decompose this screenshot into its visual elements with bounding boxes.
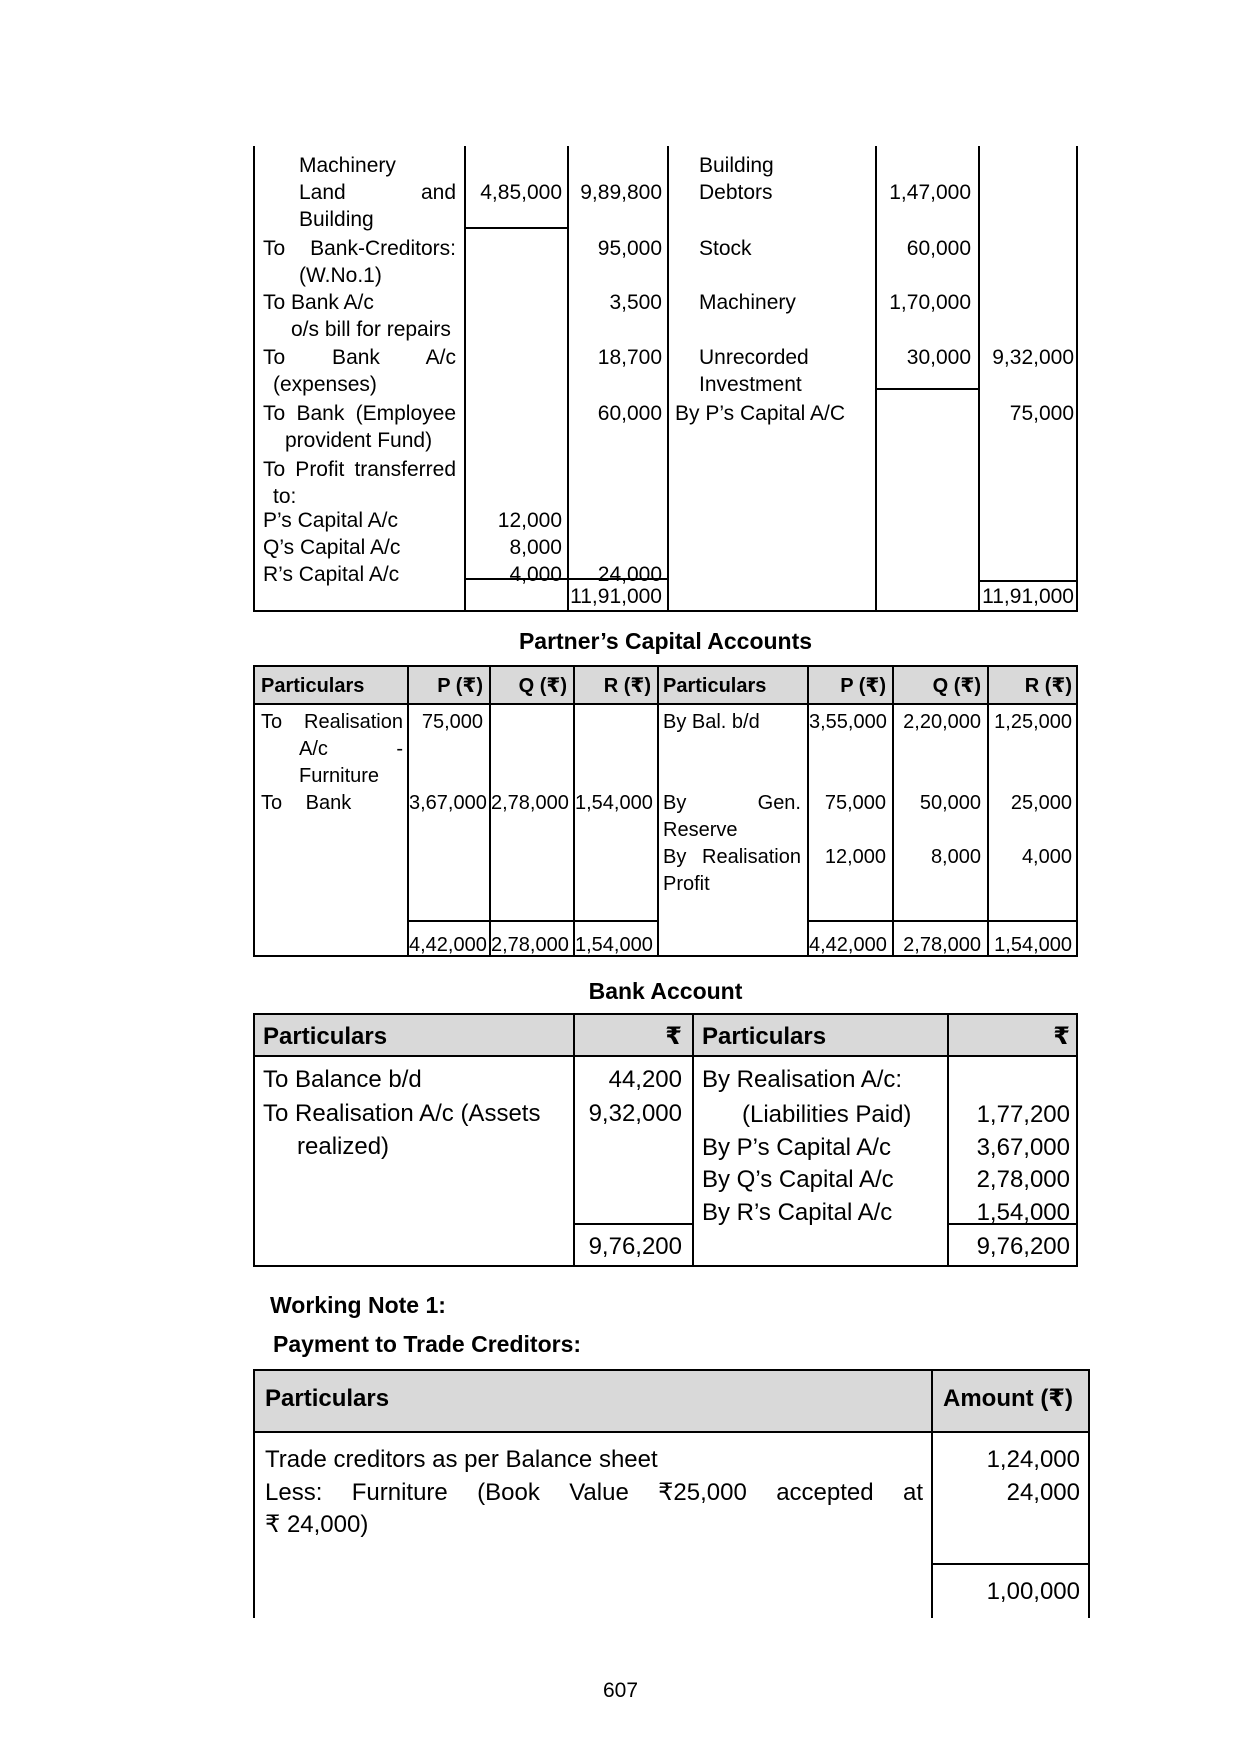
payment-trade-creditors-heading: Payment to Trade Creditors: bbox=[273, 1331, 582, 1357]
bank-account-table bbox=[253, 1013, 1078, 1267]
realisation-divider-4 bbox=[875, 146, 877, 610]
realisation-item: Debtors bbox=[699, 181, 773, 204]
realisation-subamount: 1,47,000 bbox=[889, 181, 971, 204]
partners-amount: 8,000 bbox=[930, 846, 981, 868]
partners-capital-title: Partner’s Capital Accounts bbox=[518, 628, 813, 654]
bank-rule-total-left bbox=[573, 1223, 694, 1225]
partners-amount: 75,000 bbox=[824, 792, 886, 814]
partners-total: 2,78,000 bbox=[903, 934, 981, 956]
realisation-item: (expenses) bbox=[273, 373, 377, 396]
partners-amount: 12,000 bbox=[824, 846, 886, 868]
realisation-amount: 24,000 bbox=[597, 563, 662, 586]
realisation-item: (W.No.1) bbox=[299, 264, 382, 287]
partners-total: 2,78,000 bbox=[491, 934, 569, 956]
realisation-item: to: bbox=[273, 485, 297, 508]
realisation-total-right: 11,91,000 bbox=[982, 585, 1074, 608]
realisation-subamount: 12,000 bbox=[497, 509, 562, 532]
partners-entry: Profit bbox=[663, 873, 710, 895]
partners-amount: 1,25,000 bbox=[994, 711, 1072, 733]
working-note-amount: 24,000 bbox=[1006, 1479, 1080, 1506]
working-note-entry: Less: Furniture (Book Value ₹25,000 accepted at bbox=[265, 1479, 923, 1506]
partners-total: 4,42,000 bbox=[809, 934, 887, 956]
realisation-item: To Profit transferred bbox=[263, 458, 456, 481]
realisation-amount: 18,700 bbox=[597, 346, 662, 369]
realisation-divider-5 bbox=[978, 146, 980, 610]
bank-header-rupee-right: ₹ bbox=[1053, 1023, 1070, 1050]
realisation-item: P’s Capital A/c bbox=[263, 509, 399, 532]
bank-account-title: Bank Account bbox=[588, 978, 743, 1004]
bank-amount: 1,77,200 bbox=[976, 1101, 1070, 1128]
partners-header-particulars-right: Particulars bbox=[663, 675, 767, 697]
partners-amount: 75,000 bbox=[421, 711, 483, 733]
bank-amount: 2,78,000 bbox=[976, 1166, 1070, 1193]
partners-capital-table bbox=[253, 665, 1078, 957]
realisation-subamount: 4,000 bbox=[509, 563, 562, 586]
bank-entry: By P’s Capital A/c bbox=[702, 1134, 891, 1161]
realisation-divider-2 bbox=[567, 146, 569, 610]
realisation-amount: 95,000 bbox=[597, 237, 662, 260]
realisation-subamount: 4,85,000 bbox=[480, 181, 562, 204]
partners-rule-total-left bbox=[407, 920, 659, 922]
partners-header-r-left: R (₹) bbox=[603, 675, 651, 697]
bank-entry: By Realisation A/c: bbox=[702, 1066, 903, 1093]
working-note-rule-total bbox=[931, 1563, 1088, 1565]
partners-header-q-left: Q (₹) bbox=[518, 675, 567, 697]
realisation-subamount: 60,000 bbox=[906, 237, 971, 260]
bank-header-particulars-left: Particulars bbox=[263, 1023, 388, 1050]
working-note-header-amount: Amount (₹) bbox=[943, 1385, 1073, 1412]
realisation-item: Building bbox=[699, 154, 774, 177]
partners-entry: Reserve bbox=[663, 819, 738, 841]
bank-header-rule bbox=[255, 1055, 1076, 1057]
working-note-header-particulars: Particulars bbox=[265, 1385, 390, 1412]
partners-amount: 3,67,000 bbox=[409, 792, 487, 814]
realisation-item: o/s bill for repairs bbox=[291, 318, 451, 341]
working-note-entry: Trade creditors as per Balance sheet bbox=[265, 1446, 658, 1473]
partners-header-q-right: Q (₹) bbox=[932, 675, 981, 697]
partners-entry: By Realisation bbox=[663, 846, 801, 868]
partners-header-p-right: P (₹) bbox=[840, 675, 886, 697]
partners-header-r-right: R (₹) bbox=[1024, 675, 1072, 697]
realisation-item: Machinery bbox=[699, 291, 796, 314]
bank-entry: To Balance b/d bbox=[263, 1066, 422, 1093]
realisation-subamount: 1,70,000 bbox=[889, 291, 971, 314]
realisation-amount: 3,500 bbox=[609, 291, 662, 314]
realisation-amount: 75,000 bbox=[1009, 402, 1074, 425]
bank-entry: To Realisation A/c (Assets bbox=[263, 1100, 541, 1127]
partners-entry: By Bal. b/d bbox=[663, 711, 760, 733]
bank-entry: (Liabilities Paid) bbox=[742, 1101, 912, 1128]
realisation-item: To Bank-Creditors: bbox=[263, 237, 456, 260]
partners-total: 4,42,000 bbox=[409, 934, 487, 956]
working-note-table bbox=[253, 1369, 1090, 1618]
partners-amount: 50,000 bbox=[919, 792, 981, 814]
working-note-total: 1,00,000 bbox=[986, 1578, 1080, 1605]
partners-divider-4 bbox=[657, 667, 659, 955]
realisation-item: R’s Capital A/c bbox=[263, 563, 400, 586]
partners-header-p-left: P (₹) bbox=[437, 675, 483, 697]
bank-total: 9,76,200 bbox=[976, 1233, 1070, 1260]
partners-amount: 2,78,000 bbox=[491, 792, 569, 814]
realisation-rule-sub-right bbox=[875, 388, 980, 390]
realisation-item: provident Fund) bbox=[285, 429, 433, 452]
realisation-subamount: 30,000 bbox=[906, 346, 971, 369]
realisation-amount: 60,000 bbox=[597, 402, 662, 425]
partners-amount: 3,55,000 bbox=[809, 711, 887, 733]
realisation-total-left: 11,91,000 bbox=[570, 585, 662, 608]
partners-amount: 25,000 bbox=[1010, 792, 1072, 814]
realisation-amount: 9,89,800 bbox=[580, 181, 662, 204]
realisation-divider-3 bbox=[667, 146, 669, 610]
partners-entry: By Gen. bbox=[663, 792, 801, 814]
realisation-item: Q’s Capital A/c bbox=[263, 536, 401, 559]
partners-entry: To Bank bbox=[261, 792, 352, 814]
partners-header-rule bbox=[255, 703, 1076, 705]
bank-divider-1 bbox=[573, 1015, 575, 1265]
realisation-amount: 9,32,000 bbox=[992, 346, 1074, 369]
partners-entry: Furniture bbox=[299, 765, 380, 787]
working-note-amount: 1,24,000 bbox=[986, 1446, 1080, 1473]
realisation-rule-total-right bbox=[978, 580, 1078, 582]
bank-entry: realized) bbox=[297, 1133, 390, 1160]
bank-amount: 1,54,000 bbox=[976, 1199, 1070, 1226]
working-note-header-rule bbox=[255, 1431, 1088, 1433]
bank-amount: 9,32,000 bbox=[588, 1100, 682, 1127]
partners-total: 1,54,000 bbox=[575, 934, 653, 956]
realisation-rule-sub-left bbox=[464, 227, 569, 229]
bank-divider-2 bbox=[692, 1015, 694, 1265]
bank-header-rupee-left: ₹ bbox=[665, 1023, 682, 1050]
partners-rule-total-right bbox=[807, 920, 1076, 922]
realisation-item: Investment bbox=[699, 373, 802, 396]
realisation-table bbox=[253, 146, 1078, 612]
partners-header-particulars-left: Particulars bbox=[261, 675, 365, 697]
realisation-item: Machinery bbox=[299, 154, 396, 177]
partners-total: 1,54,000 bbox=[994, 934, 1072, 956]
working-note-heading: Working Note 1: bbox=[270, 1292, 446, 1318]
bank-total: 9,76,200 bbox=[588, 1233, 682, 1260]
page-number: 607 bbox=[602, 1679, 639, 1702]
realisation-subamount: 8,000 bbox=[509, 536, 562, 559]
realisation-item: Land and bbox=[299, 181, 456, 204]
bank-amount: 3,67,000 bbox=[976, 1134, 1070, 1161]
bank-entry: By R’s Capital A/c bbox=[702, 1199, 893, 1226]
partners-amount: 4,000 bbox=[1021, 846, 1072, 868]
bank-header-particulars-right: Particulars bbox=[702, 1023, 827, 1050]
realisation-item: To Bank (Employee bbox=[263, 402, 456, 425]
bank-amount: 44,200 bbox=[608, 1066, 682, 1093]
realisation-item: Building bbox=[299, 208, 374, 231]
partners-amount: 2,20,000 bbox=[903, 711, 981, 733]
partners-entry: To Realisation bbox=[261, 711, 403, 733]
bank-entry: By Q’s Capital A/c bbox=[702, 1166, 894, 1193]
realisation-item: Stock bbox=[699, 237, 752, 260]
partners-entry: A/c - bbox=[299, 738, 403, 760]
realisation-item: By P’s Capital A/C bbox=[675, 402, 846, 425]
realisation-item: To Bank A/c bbox=[263, 291, 374, 314]
realisation-item: Unrecorded bbox=[699, 346, 809, 369]
realisation-item: To Bank A/c bbox=[263, 346, 456, 369]
partners-amount: 1,54,000 bbox=[575, 792, 653, 814]
working-note-entry: ₹ 24,000) bbox=[265, 1511, 369, 1538]
